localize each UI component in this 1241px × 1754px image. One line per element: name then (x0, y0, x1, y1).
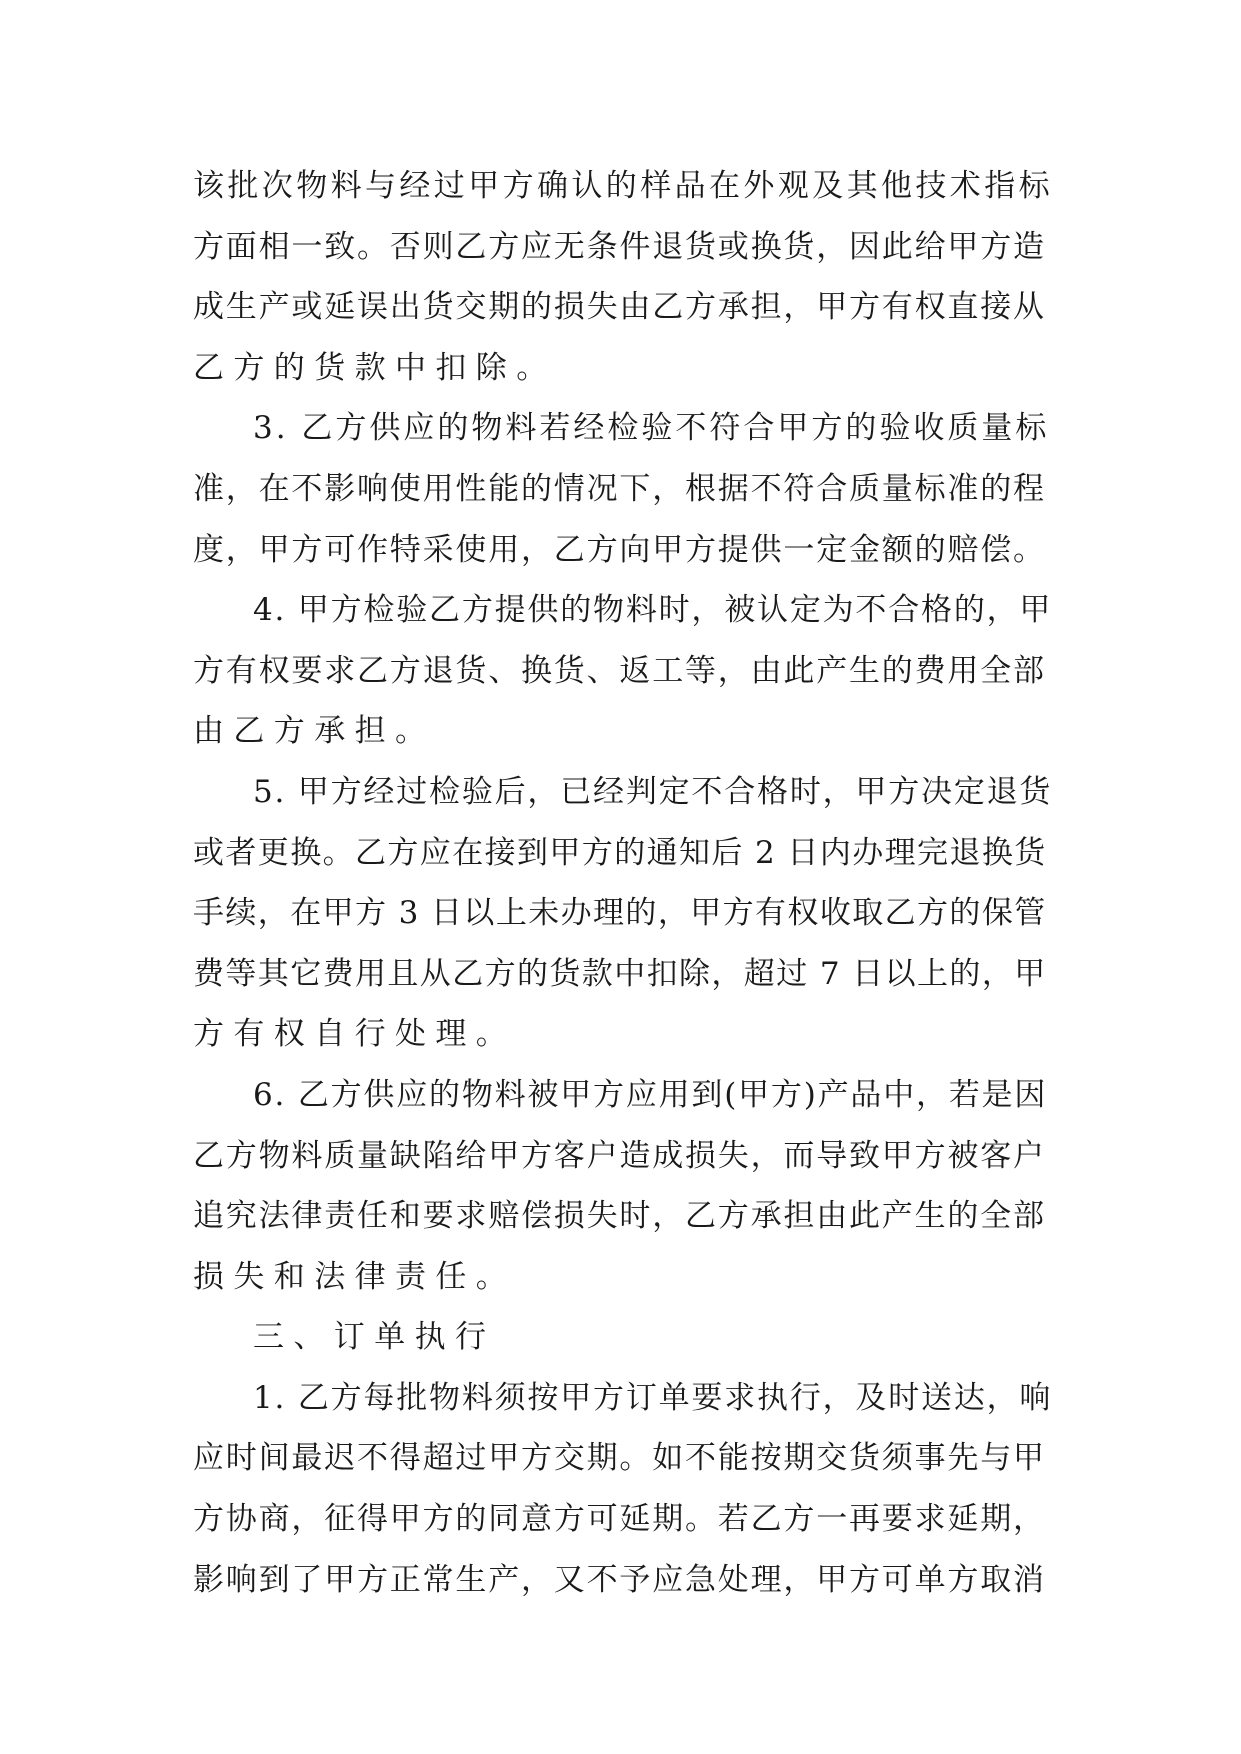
document-body (193, 156, 1053, 1610)
text-line: 由乙方承担。 (193, 713, 436, 750)
text-line: 方协商，征得甲方的同意方可延期。若乙方一再要求延期， (193, 1501, 1046, 1538)
text-line: 方有权自行处理。 (193, 1016, 517, 1053)
text-line: 乙方的货款中扣除。 (193, 349, 557, 386)
text-line: 手续，在甲方 3 日以上未办理的，甲方有权收取乙方的保管 (193, 895, 1047, 932)
text-line: 费等其它费用且从乙方的货款中扣除，超过 7 日以上的，甲 (193, 955, 1047, 992)
text-line: 6. 乙方供应的物料被甲方应用到(甲方)产品中，若是因 (253, 1076, 1048, 1113)
text-line: 准，在不影响使用性能的情况下，根据不符合质量标准的程 (193, 470, 1046, 507)
text-line: 应时间最迟不得超过甲方交期。如不能按期交货须事先与甲 (193, 1440, 1046, 1477)
text-line: 方面相一致。否则乙方应无条件退货或换货，因此给甲方造 (193, 228, 1046, 265)
text-line: 影响到了甲方正常生产，又不予应急处理，甲方可单方取消 (193, 1561, 1046, 1598)
text-line: 度，甲方可作特采使用，乙方向甲方提供一定金额的赔偿。 (193, 531, 1046, 568)
text-line: 乙方物料质量缺陷给甲方客户造成损失，而导致甲方被客户 (193, 1137, 1046, 1174)
text-line: 追究法律责任和要求赔偿损失时，乙方承担由此产生的全部 (193, 1198, 1046, 1235)
text-line: 4. 甲方检验乙方提供的物料时，被认定为不合格的，甲 (253, 592, 1053, 629)
text-line: 损失和法律责任。 (193, 1258, 517, 1295)
text-line: 该批次物料与经过甲方确认的样品在外观及其他技术指标 (193, 168, 1053, 204)
text-line: 或者更换。乙方应在接到甲方的通知后 2 日内办理完退换货 (193, 834, 1047, 871)
text-line: 5. 甲方经过检验后，已经判定不合格时，甲方决定退货 (253, 773, 1053, 810)
text-line: 方有权要求乙方退货、换货、返工等，由此产生的费用全部 (193, 652, 1046, 689)
text-line: 成生产或延误出货交期的损失由乙方承担，甲方有权直接从 (193, 289, 1046, 326)
section-heading: 三、订单执行 (253, 1319, 496, 1356)
text-line: 1. 乙方每批物料须按甲方订单要求执行，及时送达，响 (253, 1379, 1053, 1416)
text-line: 3. 乙方供应的物料若经检验不符合甲方的验收质量标 (253, 410, 1050, 447)
